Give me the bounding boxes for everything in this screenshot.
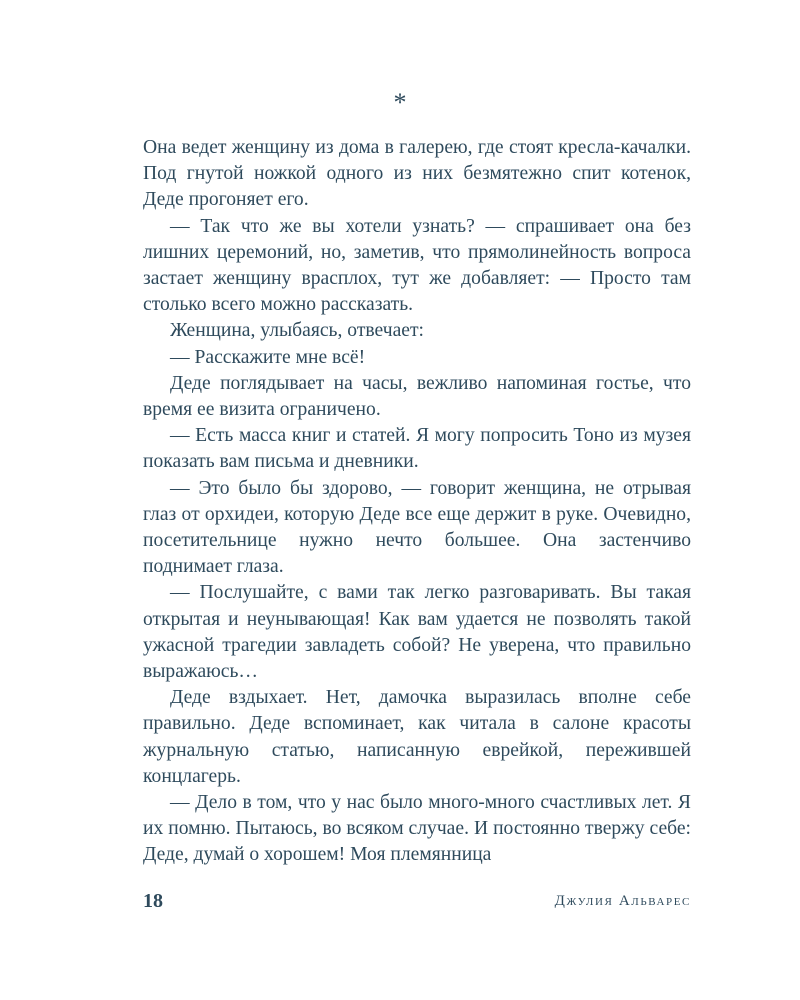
running-head-author: Джулия Альварес bbox=[554, 893, 691, 909]
page-footer bbox=[143, 890, 691, 914]
paragraph: — Дело в том, что у нас было много-много счастливых лет. Я их помню. Пытаюсь, во всяком случае. И постоянно твержу себе: Деде, думай о хорошем! Моя племянница bbox=[143, 792, 691, 866]
paragraph: — Послушайте, с вами так легко разговаривать. Вы такая открытая и неунывающая! Как вам удается не позволять такой ужасной трагедии завладеть собой? Не уверена, что правильно выражаюсь… bbox=[143, 582, 691, 683]
body-text bbox=[143, 135, 691, 869]
paragraph: — Есть масса книг и статей. Я могу попросить Тоно из музея показать вам письма и дневники. bbox=[143, 425, 691, 473]
paragraph: Деде вздыхает. Нет, дамочка выразилась вполне себе правильно. Деде вспоминает, как читала в салоне красоты журнальную статью, написанную еврейкой, пережившей концлагерь. bbox=[143, 687, 691, 787]
section-separator: * bbox=[393, 88, 407, 117]
paragraph: Она ведет женщину из дома в галерею, где стоят кресла-качалки. Под гнутой ножкой одного из них безмятежно спит котенок, Деде прогоняет его. bbox=[143, 137, 691, 211]
paragraph: — Расскажите мне всё! bbox=[170, 346, 366, 368]
paragraph: Деде поглядывает на часы, вежливо напоминая гостье, что время ее визита ограничено. bbox=[143, 372, 691, 421]
paragraph: — Это было бы здорово, — говорит женщина, не отрывая глаз от орхидеи, которую Деде все еще держит в руке. Очевидно, посетительнице нужно нечто большее. Она застенчиво поднимает глаза. bbox=[143, 477, 691, 578]
page-number: 18 bbox=[143, 890, 163, 912]
paragraph: — Так что же вы хотели узнать? — спрашивает она без лишних церемоний, но, заметив, что прямолинейность вопроса застает женщину врасплох, тут же добавляет: — Просто там столько всего можно рассказать. bbox=[143, 215, 691, 316]
paragraph: Женщина, улыбаясь, отвечает: bbox=[170, 320, 424, 342]
